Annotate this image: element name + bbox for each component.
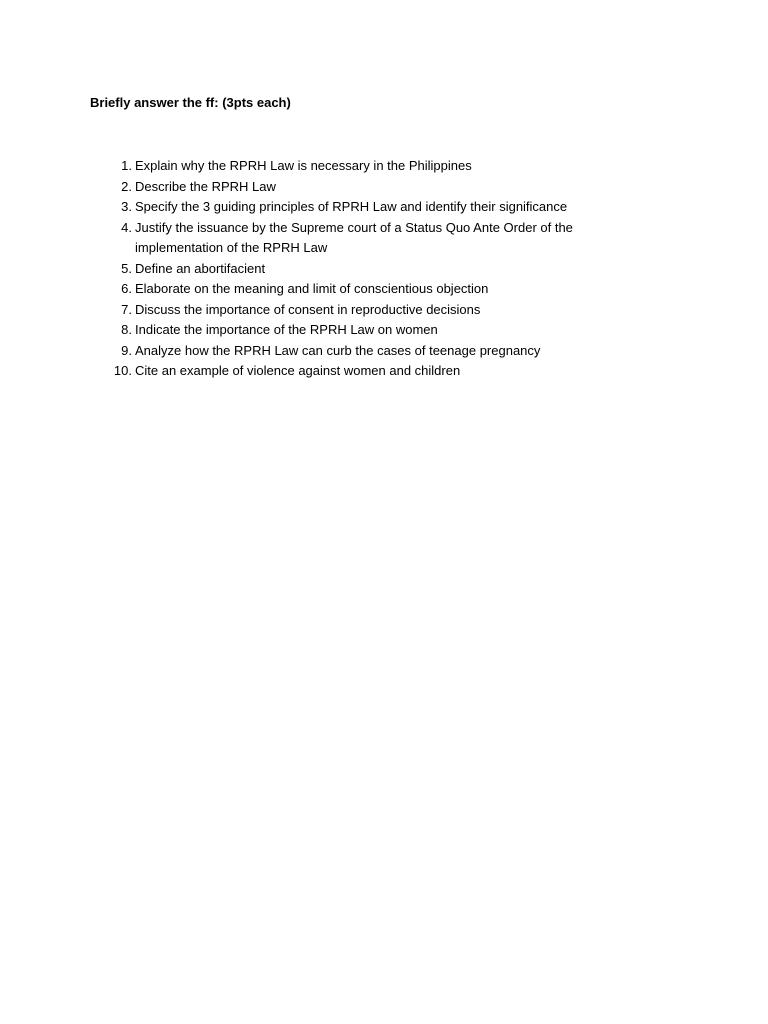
question-number: 5.	[121, 260, 132, 276]
question-text: Discuss the importance of consent in reproductive decisions	[135, 301, 481, 317]
question-number: 4.	[121, 219, 132, 235]
question-text: Elaborate on the meaning and limit of conscientious objection	[135, 281, 489, 296]
question-text: Explain why the RPRH Law is necessary in the Philippines	[135, 158, 472, 173]
question-item	[90, 177, 650, 198]
question-text: Analyze how the RPRH Law can curb the cases of teenage pregnancy	[135, 342, 541, 358]
question-text: Describe the RPRH Law	[135, 178, 276, 194]
question-text: Indicate the importance of the RPRH Law on women	[135, 322, 438, 337]
question-item	[90, 259, 650, 280]
question-number: 7.	[121, 301, 132, 317]
question-item	[90, 300, 650, 321]
question-item	[90, 361, 650, 382]
question-text: Justify the issuance by the Supreme court of a Status Quo Ante Order of the implementation of the RPRH Law	[135, 219, 573, 255]
question-number: 6.	[121, 281, 132, 296]
question-number: 3.	[121, 199, 132, 214]
question-text: Specify the 3 guiding principles of RPRH Law and identify their significance	[135, 199, 568, 214]
question-item	[90, 197, 650, 218]
instructions-heading: Briefly answer the ff: (3pts each)	[90, 95, 291, 110]
question-number: 10.	[113, 363, 132, 378]
question-item	[90, 320, 650, 341]
question-item	[90, 156, 650, 177]
question-item	[90, 279, 650, 300]
question-number: 8.	[121, 322, 132, 337]
question-list	[90, 156, 650, 382]
question-number: 2.	[121, 178, 132, 194]
question-item	[90, 341, 650, 362]
question-number: 1.	[121, 158, 132, 173]
question-number: 9.	[121, 342, 132, 358]
question-text: Define an abortifacient	[135, 260, 266, 276]
question-item	[90, 218, 650, 259]
question-text: Cite an example of violence against women and children	[135, 363, 461, 378]
